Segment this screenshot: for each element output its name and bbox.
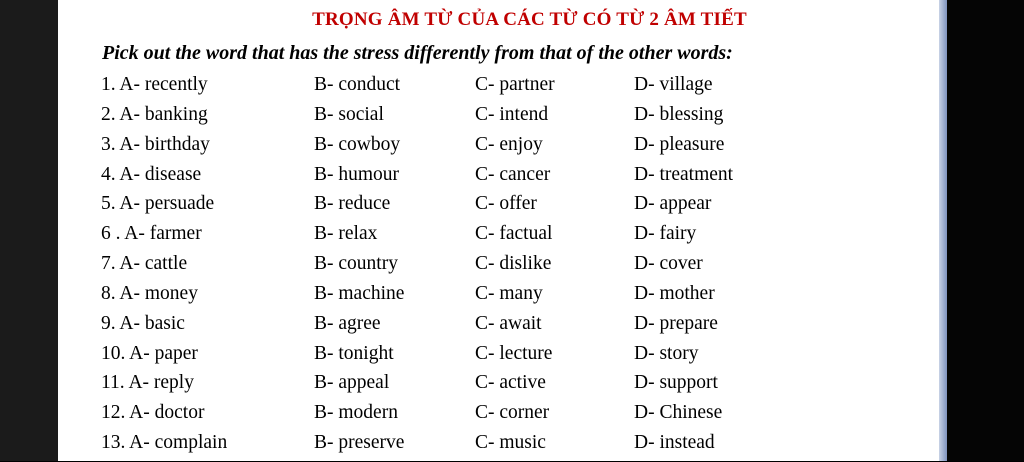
option-d: D- mother — [634, 282, 715, 304]
option-d: D- cover — [634, 253, 703, 275]
question-row — [58, 134, 939, 164]
instruction-text: Pick out the word that has the stress differently from that of the other words: — [102, 42, 733, 64]
option-d: D- fairy — [634, 223, 697, 245]
option-d: D- Chinese — [634, 402, 723, 424]
option-a: 1. A- recently — [101, 74, 208, 95]
option-a: 13. A- complain — [101, 432, 228, 454]
option-b: B- humour — [314, 163, 400, 185]
option-c: C- intend — [475, 103, 549, 125]
option-d: D- pleasure — [634, 133, 725, 155]
option-d: D- village — [634, 74, 713, 95]
option-b: B- reduce — [314, 193, 391, 215]
option-b: B- preserve — [314, 432, 405, 454]
option-b: B- social — [314, 103, 384, 125]
option-c: C- many — [475, 282, 543, 304]
option-a: 3. A- birthday — [101, 133, 210, 155]
option-b: B- cowboy — [314, 133, 401, 155]
question-row — [58, 223, 939, 253]
page-edge-shadow — [939, 0, 947, 461]
option-a: 9. A- basic — [101, 312, 185, 334]
question-row — [58, 104, 939, 134]
option-b: B- agree — [314, 312, 381, 334]
question-row — [58, 372, 939, 402]
option-c: C- enjoy — [475, 133, 543, 155]
option-d: D- support — [634, 372, 718, 394]
question-row — [58, 313, 939, 343]
option-c: C- factual — [475, 223, 553, 245]
option-b: B- machine — [314, 282, 405, 304]
option-c: C- await — [475, 312, 542, 334]
option-a: 7. A- cattle — [101, 253, 188, 275]
option-b: B- country — [314, 253, 398, 275]
option-a: 11. A- reply — [101, 372, 194, 394]
option-b: B- appeal — [314, 372, 390, 394]
page-title: TRỌNG ÂM TỪ CỦA CÁC TỪ CÓ TỪ 2 ÂM TIẾT — [312, 9, 747, 30]
option-c: C- dislike — [475, 253, 552, 275]
question-row — [58, 283, 939, 313]
question-row — [58, 343, 939, 373]
question-row — [58, 432, 939, 462]
option-c: C- music — [475, 432, 546, 454]
option-a: 6 . A- farmer — [101, 223, 202, 245]
option-b: B- conduct — [314, 74, 401, 95]
option-b: B- relax — [314, 223, 378, 245]
option-d: D- prepare — [634, 312, 718, 334]
question-row — [58, 74, 939, 104]
question-row — [58, 193, 939, 223]
option-c: C- corner — [475, 402, 550, 424]
option-a: 8. A- money — [101, 282, 198, 304]
option-c: C- cancer — [475, 163, 551, 185]
option-c: C- offer — [475, 193, 537, 215]
option-a: 10. A- paper — [101, 342, 198, 364]
option-a: 2. A- banking — [101, 103, 208, 125]
option-b: B- modern — [314, 402, 398, 424]
question-row — [58, 402, 939, 432]
question-row — [58, 164, 939, 194]
document-page — [58, 0, 939, 461]
option-d: D- story — [634, 342, 699, 364]
question-list — [58, 74, 939, 462]
option-d: D- instead — [634, 432, 715, 454]
left-margin — [0, 0, 58, 461]
option-d: D- blessing — [634, 103, 724, 125]
option-d: D- treatment — [634, 163, 734, 185]
option-c: C- partner — [475, 74, 555, 95]
option-a: 4. A- disease — [101, 163, 202, 185]
option-b: B- tonight — [314, 342, 394, 364]
right-margin — [947, 0, 1024, 461]
option-d: D- appear — [634, 193, 712, 215]
option-c: C- lecture — [475, 342, 553, 364]
question-row — [58, 253, 939, 283]
option-a: 12. A- doctor — [101, 402, 205, 424]
option-c: C- active — [475, 372, 546, 394]
option-a: 5. A- persuade — [101, 193, 215, 215]
